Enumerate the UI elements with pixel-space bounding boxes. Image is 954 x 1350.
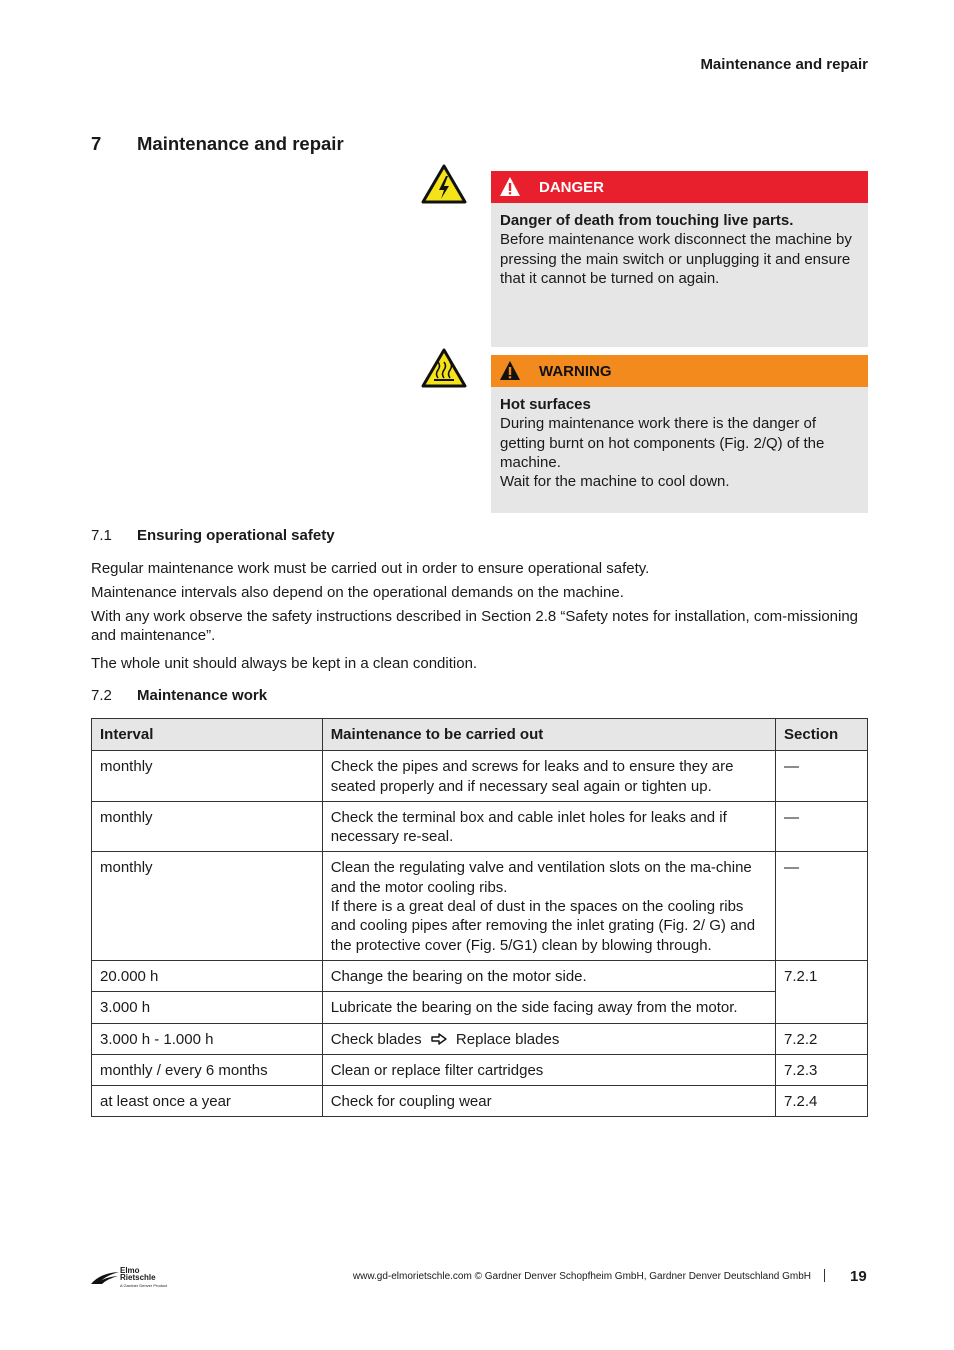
interval-cell: monthly / every 6 months (92, 1054, 323, 1085)
footer-text (353, 1271, 811, 1282)
arrow-right-icon (431, 1033, 447, 1045)
exclamation-triangle-icon (499, 360, 521, 382)
running-head: Maintenance and repair (700, 56, 868, 73)
table-row (92, 960, 868, 991)
section-number: 7.2 (91, 687, 112, 704)
chapter-heading (91, 133, 344, 155)
section-cell: — (776, 801, 868, 852)
section-cell: 7.2.2 (776, 1023, 868, 1054)
high-voltage-warning-icon (421, 164, 467, 204)
maintenance-table (91, 718, 868, 1117)
table-header-row (92, 719, 868, 751)
chapter-title: Maintenance and repair (137, 133, 344, 154)
interval-cell: monthly (92, 852, 323, 960)
task-cell: Clean or replace filter cartridges (322, 1054, 775, 1085)
interval-cell: 20.000 h (92, 960, 323, 991)
danger-label: DANGER (539, 178, 605, 196)
section-7-1-heading (91, 527, 335, 544)
task-cell (322, 1023, 775, 1054)
column-header-task: Maintenance to be carried out (322, 719, 775, 751)
paragraph: Regular maintenance work must be carried out in order to ensure operational safety. (91, 560, 650, 577)
table-row (92, 751, 868, 802)
column-header-interval: Interval (92, 719, 323, 751)
table-row (92, 992, 868, 1023)
logo-line-2: Rietschle (120, 1273, 156, 1282)
task-cell: Check the terminal box and cable inlet holes for leaks and if necessary re-seal. (322, 801, 775, 852)
paragraph: With any work observe the safety instructions described in Section 2.8 “Safety notes for installation, com-missioning and maintenance”. (91, 608, 859, 645)
danger-heading: Danger of death from touching live parts. (500, 212, 794, 229)
table-row (92, 801, 868, 852)
warning-label: WARNING (539, 362, 612, 380)
danger-body (491, 203, 868, 296)
section-cell: — (776, 751, 868, 802)
section-cell: — (776, 852, 868, 960)
interval-cell: 3.000 h - 1.000 h (92, 1023, 323, 1054)
company-logo (90, 1266, 170, 1290)
table-row (92, 1086, 868, 1117)
table-row (92, 1054, 868, 1085)
interval-cell: 3.000 h (92, 992, 323, 1023)
section-7-2-heading (91, 687, 267, 704)
interval-cell: at least once a year (92, 1086, 323, 1117)
task-cell (322, 852, 775, 960)
task-text: Clean the regulating valve and ventilation slots on the ma-chine and the motor cooling ribs. (330, 859, 752, 896)
footer-copyright: © Gardner Denver Schopfheim GmbH, Gardner Denver Deutschland GmbH (474, 1271, 811, 1282)
warning-text: During maintenance work there is the danger of getting burnt on hot components (Fig. 2/Q) of the machine. (500, 415, 825, 471)
section-cell: 7.2.3 (776, 1054, 868, 1085)
column-header-section: Section (776, 719, 868, 751)
task-cell: Change the bearing on the motor side. (322, 960, 775, 991)
task-text-after: Replace blades (455, 1030, 560, 1048)
table-row (92, 852, 868, 960)
warning-heading: Hot surfaces (500, 396, 591, 413)
section-number: 7.1 (91, 527, 112, 544)
page-number: 19 (850, 1268, 867, 1285)
footer-url[interactable]: www.gd-elmorietschle.com (352, 1271, 472, 1282)
logo-tagline: A Gardner Denver Product (120, 1283, 168, 1288)
section-title: Ensuring operational safety (137, 527, 335, 544)
hot-surface-warning-icon (421, 348, 467, 388)
paragraph: The whole unit should always be kept in a clean condition. (91, 655, 478, 672)
task-cell: Lubricate the bearing on the side facing away from the motor. (322, 992, 775, 1023)
warning-bar (491, 355, 868, 387)
section-cell: 7.2.1 (776, 960, 868, 1023)
swoosh-logo-icon (90, 1271, 120, 1285)
task-cell: Check the pipes and screws for leaks and to ensure they are seated properly and if necessary seal again or tighten up. (322, 751, 775, 802)
warning-box (491, 355, 868, 513)
interval-cell: monthly (92, 801, 323, 852)
interval-cell: monthly (92, 751, 323, 802)
exclamation-triangle-icon (499, 176, 521, 198)
chapter-number: 7 (91, 133, 102, 154)
paragraph: Maintenance intervals also depend on the operational demands on the machine. (91, 584, 624, 601)
logo-line-1: Elmo (120, 1266, 140, 1275)
danger-text: Before maintenance work disconnect the machine by pressing the main switch or unplugging it and ensure that it cannot be turned on again. (500, 231, 852, 287)
danger-bar (491, 171, 868, 203)
warning-body (491, 387, 868, 499)
danger-box (491, 171, 868, 347)
task-text-2: If there is a great deal of dust in the spaces on the cooling ribs and cooling pipes after removing the inlet grating (Fig. 2/ G) and the protective cover (Fig. 5/G1) clean by blowing through. (330, 898, 756, 954)
section-cell: 7.2.4 (776, 1086, 868, 1117)
task-cell: Check for coupling wear (322, 1086, 775, 1117)
table-row (92, 1023, 868, 1054)
section-title: Maintenance work (137, 687, 268, 704)
warning-text-2: Wait for the machine to cool down. (500, 473, 730, 491)
task-text: Check blades (330, 1030, 422, 1048)
footer-divider (824, 1269, 825, 1282)
